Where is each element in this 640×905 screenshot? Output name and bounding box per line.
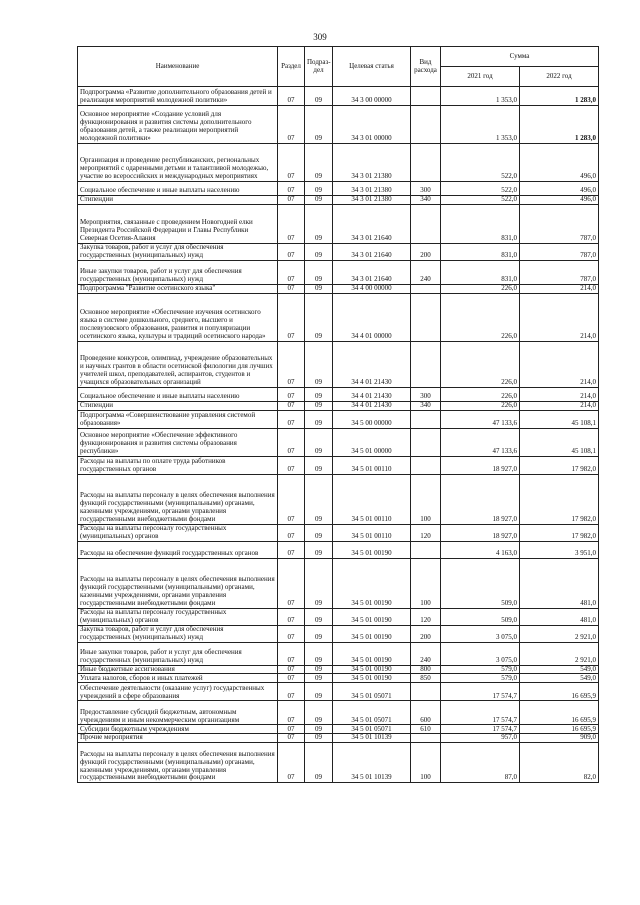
row-sum-2022: 214,0 (520, 293, 599, 341)
row-sum-2021: 47 133,6 (441, 428, 520, 456)
row-name: Социальное обеспечение и иные выплаты населению (78, 182, 278, 196)
row-sum-2021: 509,0 (441, 558, 520, 608)
row-name: Субсидии бюджетным учреждениям (78, 725, 278, 734)
row-expense-type: 800 (411, 665, 441, 674)
table-row (78, 387, 599, 401)
row-subsection: 09 (305, 387, 333, 401)
row-sum-2021: 509,0 (441, 608, 520, 625)
row-section: 07 (278, 401, 305, 410)
row-subsection: 09 (305, 541, 333, 558)
row-sum-2022: 214,0 (520, 284, 599, 293)
row-sum-2021: 522,0 (441, 144, 520, 182)
row-name: Расходы на выплаты персоналу в целях обеспечения выполнения функций государственными (муниципальными) органами, казенными учреждениями, органами управления государственными внебюджетными фондами (78, 558, 278, 608)
row-subsection: 09 (305, 558, 333, 608)
row-sum-2021: 957,0 (441, 734, 520, 743)
table-row (78, 683, 599, 701)
row-subsection: 09 (305, 524, 333, 541)
row-subsection: 09 (305, 701, 333, 725)
row-sum-2022: 909,0 (520, 734, 599, 743)
row-expense-type: 100 (411, 743, 441, 783)
row-section: 07 (278, 204, 305, 243)
row-expense-type (411, 734, 441, 743)
row-name: Иные бюджетные ассигнования (78, 665, 278, 674)
table-row (78, 204, 599, 243)
row-name: Основное мероприятие «Обеспечение эффективного функционирования и развития системы образования республики» (78, 428, 278, 456)
table-row (78, 341, 599, 387)
row-section: 07 (278, 683, 305, 701)
row-section: 07 (278, 87, 305, 106)
row-target: 34 5 01 10139 (333, 743, 411, 783)
table-row (78, 558, 599, 608)
row-sum-2021: 87,0 (441, 743, 520, 783)
row-expense-type: 200 (411, 625, 441, 642)
row-sum-2022: 214,0 (520, 341, 599, 387)
table-row (78, 725, 599, 734)
row-target: 34 3 01 21380 (333, 182, 411, 196)
row-name: Уплата налогов, сборов и иных платежей (78, 674, 278, 683)
row-target: 34 3 01 21640 (333, 243, 411, 260)
row-expense-type (411, 410, 441, 428)
row-sum-2021: 522,0 (441, 182, 520, 196)
row-name: Расходы на выплаты персоналу государственных (муниципальных) органов (78, 524, 278, 541)
row-target: 34 3 00 00000 (333, 87, 411, 106)
row-sum-2021: 1 353,0 (441, 87, 520, 106)
row-section: 07 (278, 642, 305, 665)
row-subsection: 09 (305, 196, 333, 205)
row-subsection: 09 (305, 106, 333, 144)
row-expense-type: 340 (411, 401, 441, 410)
row-target: 34 3 01 21380 (333, 144, 411, 182)
row-subsection: 09 (305, 625, 333, 642)
row-expense-type (411, 341, 441, 387)
row-name: Организация и проведение республиканских, региональных мероприятий с одаренными детьми и талантливой молодежью, участие во всероссийских и международных мероприятиях (78, 144, 278, 182)
row-section: 07 (278, 725, 305, 734)
row-target: 34 5 01 00190 (333, 674, 411, 683)
row-expense-type (411, 293, 441, 341)
table-row (78, 260, 599, 284)
row-sum-2021: 17 574,7 (441, 683, 520, 701)
row-target: 34 3 01 21640 (333, 204, 411, 243)
row-expense-type: 300 (411, 182, 441, 196)
row-section: 07 (278, 341, 305, 387)
row-subsection: 09 (305, 674, 333, 683)
header-target: Целевая статья (333, 47, 411, 87)
row-section: 07 (278, 410, 305, 428)
row-sum-2021: 579,0 (441, 674, 520, 683)
row-name: Стипендии (78, 196, 278, 205)
row-subsection: 09 (305, 260, 333, 284)
row-sum-2021: 18 927,0 (441, 456, 520, 474)
row-sum-2021: 522,0 (441, 196, 520, 205)
row-target: 34 5 01 00190 (333, 558, 411, 608)
row-target: 34 5 00 00000 (333, 410, 411, 428)
row-expense-type: 610 (411, 725, 441, 734)
row-subsection: 09 (305, 284, 333, 293)
row-expense-type: 340 (411, 196, 441, 205)
row-subsection: 09 (305, 144, 333, 182)
row-sum-2021: 17 574,7 (441, 701, 520, 725)
row-section: 07 (278, 260, 305, 284)
row-target: 34 3 01 00000 (333, 106, 411, 144)
row-section: 07 (278, 428, 305, 456)
row-sum-2021: 4 163,0 (441, 541, 520, 558)
table-row (78, 243, 599, 260)
row-subsection: 09 (305, 456, 333, 474)
table-row (78, 456, 599, 474)
row-name: Расходы на выплаты персоналу в целях обеспечения выполнения функций государственными (муниципальными) органами, казенными учреждениями, органами управления государственными внебюджетными фондами (78, 474, 278, 524)
row-expense-type (411, 144, 441, 182)
table-row (78, 625, 599, 642)
row-target: 34 5 01 00190 (333, 541, 411, 558)
row-sum-2022: 787,0 (520, 260, 599, 284)
row-name: Предоставление субсидий бюджетным, автономным учреждениям и иным некоммерческим организациям (78, 701, 278, 725)
table-row (78, 401, 599, 410)
row-sum-2022: 3 951,0 (520, 541, 599, 558)
row-name: Расходы на обеспечение функций государственных органов (78, 541, 278, 558)
row-subsection: 09 (305, 410, 333, 428)
row-sum-2021: 831,0 (441, 260, 520, 284)
row-target: 34 3 01 21640 (333, 260, 411, 284)
row-section: 07 (278, 674, 305, 683)
row-expense-type (411, 284, 441, 293)
row-target: 34 5 01 10139 (333, 734, 411, 743)
row-sum-2022: 45 108,1 (520, 428, 599, 456)
row-name: Обеспечение деятельности (оказание услуг) государственных учреждений в сфере образования (78, 683, 278, 701)
row-section: 07 (278, 182, 305, 196)
row-sum-2021: 831,0 (441, 204, 520, 243)
row-expense-type (411, 87, 441, 106)
row-section: 07 (278, 144, 305, 182)
row-name: Иные закупки товаров, работ и услуг для обеспечения государственных (муниципальных) нужд (78, 260, 278, 284)
row-section: 07 (278, 701, 305, 725)
table-row (78, 106, 599, 144)
table-row (78, 474, 599, 524)
row-target: 34 5 01 00190 (333, 625, 411, 642)
row-expense-type (411, 428, 441, 456)
row-sum-2021: 831,0 (441, 243, 520, 260)
row-section: 07 (278, 106, 305, 144)
row-sum-2022: 1 283,0 (520, 87, 599, 106)
row-name: Прочие мероприятия (78, 734, 278, 743)
row-sum-2022: 496,0 (520, 144, 599, 182)
row-name: Расходы на выплаты персоналу в целях обеспечения выполнения функций государственными (муниципальными) органами, казенными учреждениями, органами управления государственными внебюджетными фондами (78, 743, 278, 783)
table-row (78, 87, 599, 106)
row-target: 34 5 01 05071 (333, 725, 411, 734)
row-section: 07 (278, 293, 305, 341)
row-name: Проведение конкурсов, олимпиад, учреждение образовательных и научных грантов в области осетинской филологии для лучших учителей школ, преподавателей, аспирантов, студентов и учащихся образовательных организаций (78, 341, 278, 387)
row-name: Расходы на выплаты персоналу государственных (муниципальных) органов (78, 608, 278, 625)
row-name: Подпрограмма «Совершенствование управления системой образования» (78, 410, 278, 428)
row-expense-type: 240 (411, 642, 441, 665)
row-sum-2022: 214,0 (520, 387, 599, 401)
row-sum-2022: 481,0 (520, 608, 599, 625)
row-name: Подпрограмма "Развитие осетинского языка" (78, 284, 278, 293)
row-sum-2022: 549,0 (520, 674, 599, 683)
header-subsection: Подраз-дел (305, 47, 333, 87)
row-subsection: 09 (305, 665, 333, 674)
row-expense-type: 600 (411, 701, 441, 725)
row-name: Закупка товаров, работ и услуг для обеспечения государственных (муниципальных) нужд (78, 243, 278, 260)
row-name: Основное мероприятие «Создание условий для функционирования и развития системы дополнительного образования детей, а также реализации мероприятий молодежной политики» (78, 106, 278, 144)
row-section: 07 (278, 196, 305, 205)
row-sum-2022: 2 921,0 (520, 642, 599, 665)
row-subsection: 09 (305, 293, 333, 341)
row-expense-type: 850 (411, 674, 441, 683)
header-expense-type: Вид расхода (411, 47, 441, 87)
row-subsection: 09 (305, 474, 333, 524)
row-target: 34 5 01 00110 (333, 524, 411, 541)
row-name: Стипендии (78, 401, 278, 410)
row-target: 34 4 01 21430 (333, 341, 411, 387)
row-sum-2022: 1 283,0 (520, 106, 599, 144)
row-section: 07 (278, 665, 305, 674)
row-sum-2022: 496,0 (520, 196, 599, 205)
header-sum: Сумма (441, 47, 599, 67)
row-sum-2022: 481,0 (520, 558, 599, 608)
row-sum-2021: 3 075,0 (441, 642, 520, 665)
row-subsection: 09 (305, 428, 333, 456)
row-expense-type: 240 (411, 260, 441, 284)
row-expense-type: 100 (411, 474, 441, 524)
row-sum-2021: 226,0 (441, 284, 520, 293)
row-target: 34 4 01 21430 (333, 387, 411, 401)
row-section: 07 (278, 387, 305, 401)
row-section: 07 (278, 243, 305, 260)
row-target: 34 4 01 21430 (333, 401, 411, 410)
row-target: 34 5 01 00190 (333, 608, 411, 625)
row-expense-type: 100 (411, 558, 441, 608)
row-section: 07 (278, 524, 305, 541)
row-target: 34 4 00 00000 (333, 284, 411, 293)
row-section: 07 (278, 456, 305, 474)
row-subsection: 09 (305, 401, 333, 410)
row-target: 34 5 01 00110 (333, 474, 411, 524)
row-name: Социальное обеспечение и иные выплаты населению (78, 387, 278, 401)
row-sum-2022: 17 982,0 (520, 474, 599, 524)
row-sum-2021: 3 075,0 (441, 625, 520, 642)
table-row (78, 608, 599, 625)
row-name: Иные закупки товаров, работ и услуг для обеспечения государственных (муниципальных) нужд (78, 642, 278, 665)
table-row (78, 293, 599, 341)
table-row (78, 284, 599, 293)
table-row (78, 674, 599, 683)
row-sum-2022: 496,0 (520, 182, 599, 196)
row-subsection: 09 (305, 734, 333, 743)
row-sum-2021: 17 574,7 (441, 725, 520, 734)
row-sum-2021: 226,0 (441, 293, 520, 341)
table-row (78, 734, 599, 743)
row-expense-type (411, 541, 441, 558)
table-body (78, 87, 599, 783)
row-sum-2022: 17 982,0 (520, 524, 599, 541)
row-name: Мероприятия, связанные с проведением Новогодней елки Президента Российской Федерации и Главы Республики Северная Осетия-Алания (78, 204, 278, 243)
row-subsection: 09 (305, 683, 333, 701)
row-sum-2022: 787,0 (520, 204, 599, 243)
table-row (78, 144, 599, 182)
table-row (78, 743, 599, 783)
row-section: 07 (278, 541, 305, 558)
row-sum-2022: 2 921,0 (520, 625, 599, 642)
row-sum-2022: 16 695,9 (520, 683, 599, 701)
row-target: 34 5 01 05071 (333, 683, 411, 701)
row-sum-2021: 18 927,0 (441, 524, 520, 541)
row-expense-type (411, 456, 441, 474)
row-subsection: 09 (305, 642, 333, 665)
row-sum-2022: 549,0 (520, 665, 599, 674)
row-sum-2021: 1 353,0 (441, 106, 520, 144)
header-year-2021: 2021 год (441, 67, 520, 87)
header-section: Раздел (278, 47, 305, 87)
row-sum-2021: 226,0 (441, 387, 520, 401)
row-target: 34 4 01 00000 (333, 293, 411, 341)
row-target: 34 3 01 21380 (333, 196, 411, 205)
row-sum-2022: 16 695,9 (520, 701, 599, 725)
table-row (78, 182, 599, 196)
row-sum-2022: 214,0 (520, 401, 599, 410)
row-target: 34 5 01 05071 (333, 701, 411, 725)
row-subsection: 09 (305, 743, 333, 783)
budget-table (77, 46, 599, 783)
row-sum-2022: 787,0 (520, 243, 599, 260)
row-expense-type: 120 (411, 524, 441, 541)
row-sum-2022: 82,0 (520, 743, 599, 783)
row-target: 34 5 01 00110 (333, 456, 411, 474)
row-expense-type: 300 (411, 387, 441, 401)
row-subsection: 09 (305, 341, 333, 387)
page-number: 309 (313, 32, 327, 42)
table-row (78, 701, 599, 725)
row-section: 07 (278, 474, 305, 524)
row-subsection: 09 (305, 204, 333, 243)
row-section: 07 (278, 284, 305, 293)
row-target: 34 5 01 00000 (333, 428, 411, 456)
table-row (78, 665, 599, 674)
row-sum-2022: 45 108,1 (520, 410, 599, 428)
row-sum-2022: 17 982,0 (520, 456, 599, 474)
header-year-2022: 2022 год (520, 67, 599, 87)
row-sum-2021: 226,0 (441, 401, 520, 410)
row-subsection: 09 (305, 87, 333, 106)
row-section: 07 (278, 743, 305, 783)
row-sum-2021: 226,0 (441, 341, 520, 387)
row-name: Закупка товаров, работ и услуг для обеспечения государственных (муниципальных) нужд (78, 625, 278, 642)
row-target: 34 5 01 00190 (333, 642, 411, 665)
row-subsection: 09 (305, 182, 333, 196)
table-row (78, 541, 599, 558)
row-section: 07 (278, 558, 305, 608)
row-expense-type (411, 106, 441, 144)
table-row (78, 410, 599, 428)
row-sum-2021: 18 927,0 (441, 474, 520, 524)
row-section: 07 (278, 608, 305, 625)
row-subsection: 09 (305, 608, 333, 625)
row-expense-type (411, 204, 441, 243)
header-name: Наименование (78, 47, 278, 87)
row-name: Расходы на выплаты по оплате труда работников государственных органов (78, 456, 278, 474)
row-target: 34 5 01 00190 (333, 665, 411, 674)
row-subsection: 09 (305, 725, 333, 734)
table-row (78, 642, 599, 665)
row-section: 07 (278, 734, 305, 743)
row-name: Подпрограмма «Развитие дополнительного образования детей и реализация мероприятий молодежной политики» (78, 87, 278, 106)
row-sum-2021: 47 133,6 (441, 410, 520, 428)
table-row (78, 524, 599, 541)
row-expense-type (411, 683, 441, 701)
row-name: Основное мероприятие «Обеспечение изучения осетинского языка в системе дошкольного, среднего, высшего и послевузовского образования, развития и популяризации осетинского языка, культуры и традиций осетинского народа» (78, 293, 278, 341)
table-row (78, 196, 599, 205)
row-subsection: 09 (305, 243, 333, 260)
row-sum-2021: 579,0 (441, 665, 520, 674)
row-sum-2022: 16 695,9 (520, 725, 599, 734)
table-row (78, 428, 599, 456)
row-expense-type: 120 (411, 608, 441, 625)
row-expense-type: 200 (411, 243, 441, 260)
row-section: 07 (278, 625, 305, 642)
